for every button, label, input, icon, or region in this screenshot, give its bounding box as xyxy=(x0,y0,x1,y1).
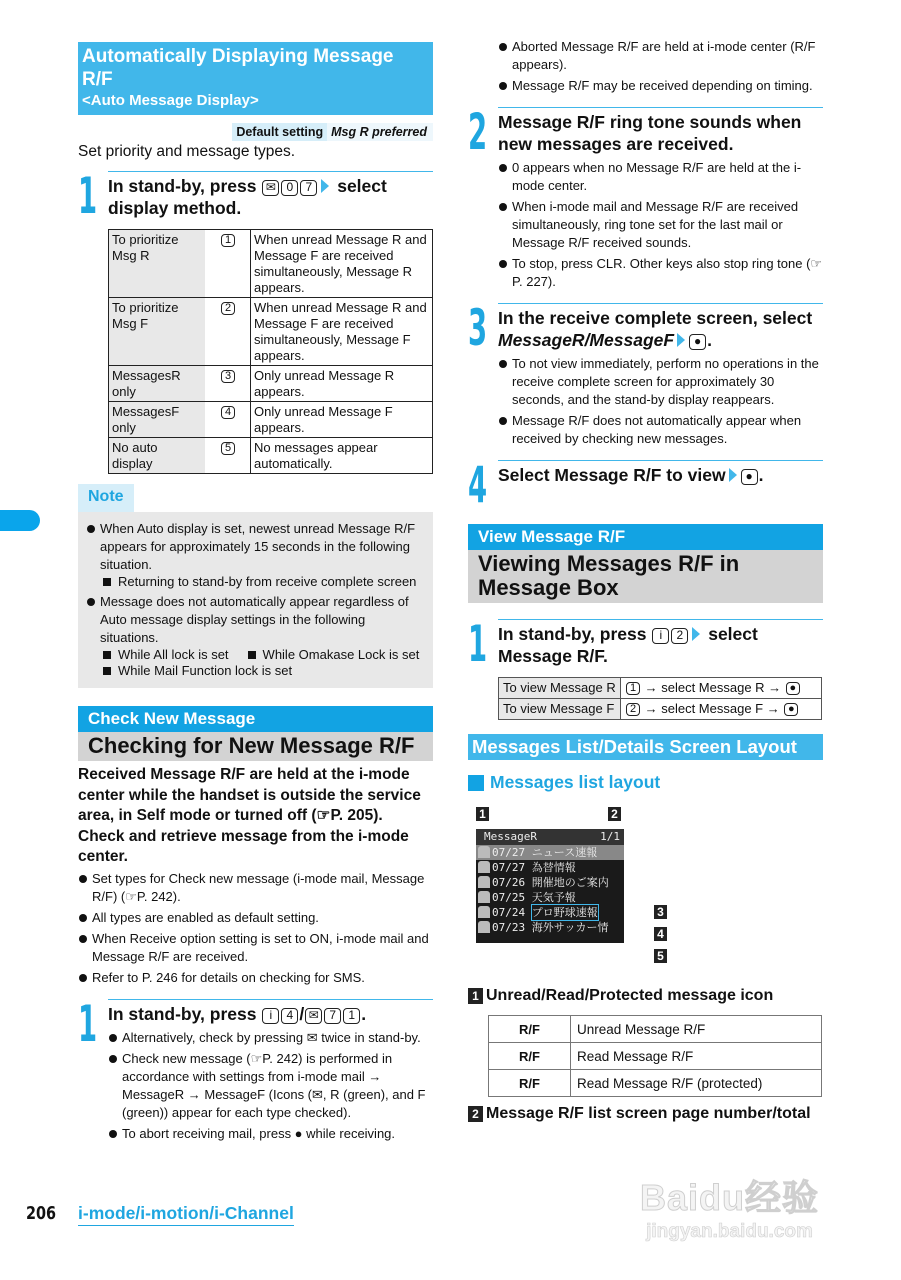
arrow-right-icon xyxy=(729,468,737,482)
key-4-icon: 4 xyxy=(281,1008,298,1024)
watermark: Baidu经验 jingyan.baidu.com xyxy=(640,1177,820,1242)
left-column xyxy=(78,42,433,1146)
message-icon-table xyxy=(488,1015,822,1097)
note-label: Note xyxy=(78,484,134,512)
check-new-bar: Check New Message xyxy=(78,706,433,732)
page-number: 206 xyxy=(26,1203,57,1224)
check-new-step-4: 4 Select Message R/F to view ● . xyxy=(468,460,823,486)
table-row: To view Message R 1 → select Message R → ● xyxy=(499,678,822,699)
key-7-icon: 7 xyxy=(300,180,317,196)
check-new-bullets: Set types for Check new message (i-mode mail, Message R/F) (☞P. 242). All types are enabled as default setting. When Receive option setting is set to ON, i-mode mail and Message R/F are received. Refer to P. 246 for details on checking for SMS. xyxy=(78,870,433,987)
chapter-index-tab xyxy=(0,510,40,531)
display-method-table xyxy=(108,229,433,474)
i-mode-key-icon: i xyxy=(652,628,669,644)
key-3-icon: 3 xyxy=(221,370,235,383)
i-mode-key-icon: i xyxy=(262,1008,279,1024)
check-new-section xyxy=(78,706,433,1143)
check-new-step-2: 2 Message R/F ring tone sounds when new messages are received. 0 appears when no Message R/F are held at the i-mode center. When i-mode mail and Message R/F are received simultaneously, ring tone set for the last mail or Message R/F received sounds. To stop, press CLR. Other keys also stop ring tone (☞P. 227). xyxy=(468,103,823,289)
messages-list-screen: 1 2 MessageR 1/1 07/27 ニュース速報 07/27 為替情報 07/26 開催地のご案内 07/25 天気予報 07/24 プロ野球速報 07/23 海外サッカー情 3 4 5 xyxy=(468,807,668,967)
key-2-icon: 2 xyxy=(221,302,235,315)
note-item: Message does not automatically appear regardless of Auto message display settings in the following situations. While All lock is set While Omakase Lock is set While Mail Function lock is set xyxy=(86,593,427,679)
chapter-link[interactable]: i-mode/i-motion/i-Channel xyxy=(78,1203,294,1226)
check-new-title: Checking for New Message R/F xyxy=(78,732,433,761)
mail-key-icon: ✉ xyxy=(262,180,279,196)
page-footer xyxy=(26,1203,294,1226)
step-number: 1 xyxy=(78,167,98,225)
center-key-icon: ● xyxy=(741,469,758,485)
layout-section: Messages List/Details Screen Layout Messages list layout 1 2 MessageR 1/1 07/27 ニュース速報 07/27 為替情報 07/26 開催地のご案内 07/25 天気予報 07/24 プロ野球速報 07/23 海外サッカー情 3 4 5 1 Unread/Read/Protected message icon R/F Unread Message R/F R/F Read Message R/F R/F Read Message R/F (protected) 2 Message R/F list screen page number/total xyxy=(468,734,823,1123)
table-row: To prioritize Msg F 2 When unread Message R and Message F are received simultaneously, Message F appears. xyxy=(109,298,433,366)
center-key-icon: ● xyxy=(689,334,706,350)
table-row: To view Message F 2 → select Message F → ● xyxy=(499,699,822,720)
auto-display-intro: Set priority and message types. xyxy=(78,143,296,160)
view-message-table xyxy=(498,677,822,720)
default-setting-value: Msg R preferred xyxy=(327,123,433,141)
auto-display-title: Automatically Displaying Message R/F xyxy=(82,46,394,90)
auto-display-step-1 xyxy=(78,167,433,474)
mail-key-icon: ✉ xyxy=(305,1008,322,1024)
arrow-right-icon xyxy=(692,627,700,641)
key-0-icon: 0 xyxy=(281,180,298,196)
table-row: R/F Read Message R/F (protected) xyxy=(489,1070,822,1097)
key-4-icon: 4 xyxy=(221,406,235,419)
note-box xyxy=(78,512,433,688)
table-row: MessagesR only 3 Only unread Message R appears. xyxy=(109,366,433,402)
step-heading: In stand-by, press ✉ 0 7 select display method. xyxy=(108,176,387,218)
check-new-step-1: 1 In stand-by, press i 4 / ✉ 7 1 . Alternatively, check by pressing ✉ twice in stand-by. Check new message (☞P. 242) is performed in accordance with settings from i-mode mail → MessageR → MessageF (Icons (✉, R (green), and F (green)) appear for each type checked). To abort receiving mail, press ● while receiving. xyxy=(78,999,433,1143)
table-row: No auto display 5 No messages appear automatically. xyxy=(109,438,433,474)
default-setting xyxy=(78,123,433,141)
key-5-icon: 5 xyxy=(221,442,235,455)
key-1-icon: 1 xyxy=(221,234,235,247)
default-setting-label: Default setting xyxy=(232,123,327,141)
key-2-icon: 2 xyxy=(671,628,688,644)
arrow-right-icon xyxy=(677,333,685,347)
note-item: When Auto display is set, newest unread Message R/F appears for approximately 15 seconds in the following situation. Returning to stand-by from receive complete screen xyxy=(86,520,427,590)
table-row: To prioritize Msg R 1 When unread Message R and Message F are received simultaneously, Message R appears. xyxy=(109,230,433,298)
check-new-step-3: 3 In the receive complete screen, select MessageR/MessageF ● . To not view immediately, perform no operations in the receive complete screen for approximately 30 seconds, and the stand-by display reappears. Message R/F does not automatically appear when received by checking new messages. xyxy=(468,303,823,448)
table-row: R/F Read Message R/F xyxy=(489,1043,822,1070)
table-row: R/F Unread Message R/F xyxy=(489,1016,822,1043)
right-column: Aborted Message R/F are held at i-mode center (R/F appears). Message R/F may be received depending on timing. 2 Message R/F ring tone sounds when new messages are received. 0 appears when no Message R/F are held at the i-mode center. When i-mode mail and Message R/F are received simultaneously, ring tone set for the last mail or Message R/F received sounds. To stop, press CLR. Other keys also stop ring tone (☞P. 227). 3 In the receive complete screen, select MessageR/MessageF ● . To not view immediately, perform no operations in the receive complete screen for approximately 30 seconds, and the stand-by display reappears. Message R/F does not automatically appear when received by checking new messages. 4 Select Message R/F to view ● . View Message R/F Viewing Messages R/F in Message Box 1 In stand-by, press i 2 select Message R/F. To view Message R 1 → select Message R → ● To view Message F 2 → select Message F → ● Messages List/Details Screen Layout Messages list layout 1 2 MessageR 1/1 07/27 ニュース速報 07/27 為替情報 07/26 開催地のご案内 07/25 天気予報 07/24 プロ野球速報 07/23 海外サッカー情 3 4 5 1 Unread/Read/Protected message icon R/F Unread Message R/F R/F Read Message R/F R/F Read Message R/F (protected) 2 Message R/F list screen page number/total xyxy=(468,39,823,1122)
check-new-lead: Received Message R/F are held at the i-mode center while the handset is outside the service area, in Self mode or turned off (☞P. 205). Check and retrieve message from the i-mode center. xyxy=(78,766,421,865)
arrow-right-icon xyxy=(321,179,329,193)
view-message-section: View Message R/F Viewing Messages R/F in Message Box xyxy=(468,524,823,603)
key-7-icon: 7 xyxy=(324,1008,341,1024)
key-1-icon: 1 xyxy=(343,1008,360,1024)
view-step-1: 1 In stand-by, press i 2 select Message R/F. To view Message R 1 → select Message R → ● To view Message F 2 → select Message F → ● xyxy=(468,619,823,720)
table-row: MessagesF only 4 Only unread Message F appears. xyxy=(109,402,433,438)
square-bullet-icon xyxy=(468,775,484,791)
auto-display-subtitle: <Auto Message Display> xyxy=(82,92,259,109)
auto-display-title-bar xyxy=(78,42,433,115)
